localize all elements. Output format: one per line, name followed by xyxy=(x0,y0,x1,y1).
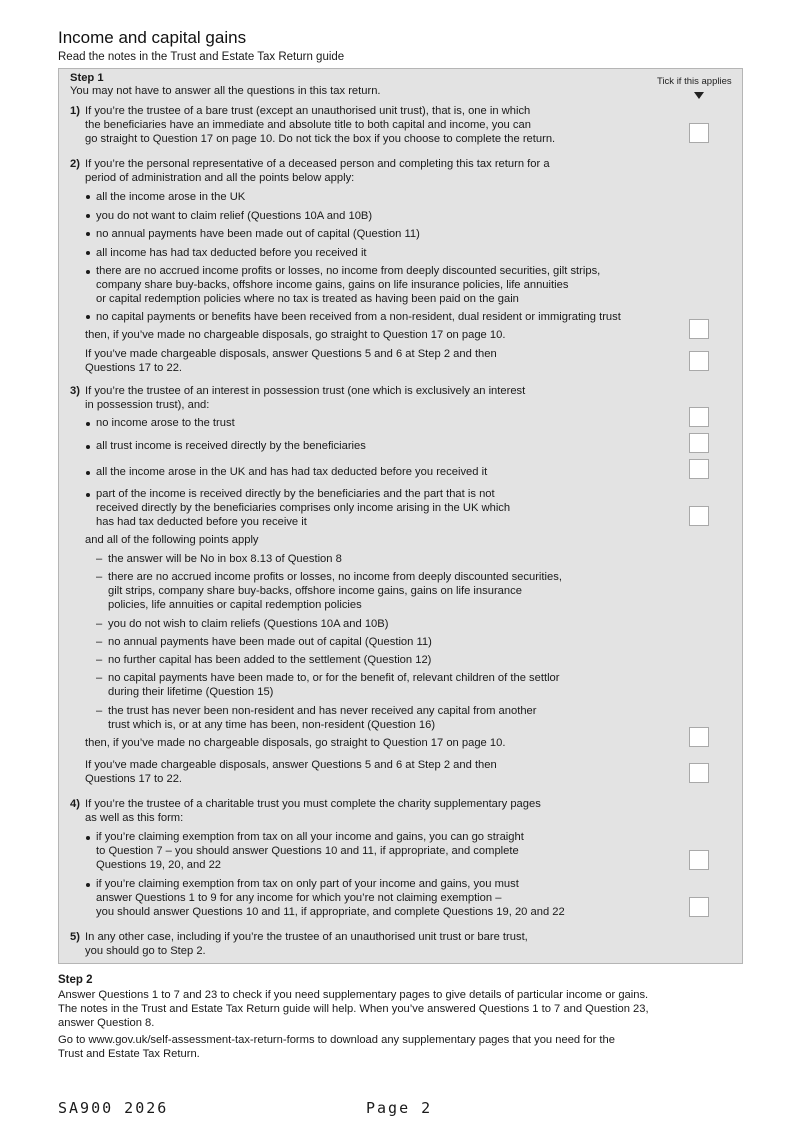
dash-icon: – xyxy=(96,654,103,666)
bullet-icon xyxy=(86,270,90,274)
q2-bullet-text: or capital redemption policies where no tax is treated as having been paid on the gain xyxy=(96,293,519,305)
q1-line: go straight to Question 17 on page 10. Do not tick the box if you choose to complete the return. xyxy=(85,133,556,145)
q3-dash-text: the trust has never been non-resident and has never received any capital from another xyxy=(108,705,537,717)
q3-bullet-text: part of the income is received directly by the beneficiaries and the part that is not xyxy=(96,488,495,500)
q4-number: 4) xyxy=(70,798,80,810)
q2-if-text: If you’ve made chargeable disposals, answer Questions 5 and 6 at Step 2 and then xyxy=(85,348,497,360)
tick-column-header: Tick if this applies xyxy=(657,76,732,87)
q4-bullet-text: Questions 19, 20, and 22 xyxy=(96,859,222,871)
q4-bullet-text: to Question 7 – you should answer Questions 10 and 11, if appropriate, and complete xyxy=(96,845,519,857)
q3-bullet-text: received directly by the beneficiaries comprises only income arising in the UK which xyxy=(96,502,511,514)
bullet-icon xyxy=(86,836,90,840)
q3-number: 3) xyxy=(70,385,80,397)
q4-line: If you’re the trustee of a charitable trust you must complete the charity supplementary pages xyxy=(85,798,541,810)
page-number: Page 2 xyxy=(366,1099,433,1117)
bullet-icon xyxy=(86,214,90,218)
q2-bullet-text: all the income arose in the UK xyxy=(96,191,246,203)
dash-icon: – xyxy=(96,571,103,583)
step2-paragraph-line: The notes in the Trust and Estate Tax Return guide will help. When you’ve answered Questions 1 to 7 and Question 23, xyxy=(58,1003,649,1015)
q3-direct-income-checkbox[interactable] xyxy=(689,433,709,453)
q3-disposals-checkbox[interactable] xyxy=(689,763,709,783)
q1-line: the beneficiaries have an immediate and absolute title to both capital and income, you can xyxy=(85,119,531,131)
q3-line: If you’re the trustee of an interest in possession trust (one which is exclusively an interest xyxy=(85,385,526,397)
page-title: Income and capital gains xyxy=(58,28,247,47)
q2-then-text: then, if you’ve made no chargeable disposals, go straight to Question 17 on page 10. xyxy=(85,329,506,341)
q2-no-disposals-checkbox[interactable] xyxy=(689,319,709,339)
q3-dash-text: the answer will be No in box 8.13 of Question 8 xyxy=(108,553,342,565)
bullet-icon xyxy=(86,883,90,887)
dash-icon: – xyxy=(96,705,103,717)
step2-paragraph-line: Answer Questions 1 to 7 and 23 to check if you need supplementary pages to give details of particular income or gains. xyxy=(58,989,649,1001)
q3-dash-text: there are no accrued income profits or losses, no income from deeply discounted securities, xyxy=(108,571,562,583)
q4-line: as well as this form: xyxy=(85,812,184,824)
q2-if-text: Questions 17 to 22. xyxy=(85,362,183,374)
q2-bullet-text: company share buy-backs, offshore income gains, gains on life insurance policies, life annuities xyxy=(96,279,569,291)
q3-no-disposals-checkbox[interactable] xyxy=(689,727,709,747)
bullet-icon xyxy=(86,232,90,236)
step2-paragraph-line: Go to www.gov.uk/self-assessment-tax-return-forms to download any supplementary pages that you need for the xyxy=(58,1034,615,1046)
q3-line: in possession trust), and: xyxy=(85,399,210,411)
q4-bullet-text: you should answer Questions 10 and 11, if appropriate, and complete Questions 19, 20 and 22 xyxy=(96,906,565,918)
bullet-icon xyxy=(86,471,90,475)
q1-line: If you’re the trustee of a bare trust (except an unauthorised unit trust), that is, one in which xyxy=(85,105,531,117)
bullet-icon xyxy=(86,493,90,497)
q4-bullet-text: if you’re claiming exemption from tax on only part of your income and gains, you must xyxy=(96,878,519,890)
q2-bullet-text: no capital payments or benefits have been received from a non-resident, dual resident or immigrating trust xyxy=(96,311,621,323)
dash-icon: – xyxy=(96,553,103,565)
dash-icon: – xyxy=(96,618,103,630)
q1-bare-trust-checkbox[interactable] xyxy=(689,123,709,143)
q4-bullet-text: if you’re claiming exemption from tax on all your income and gains, you can go straight xyxy=(96,831,524,843)
q3-and-all-text: and all of the following points apply xyxy=(85,534,259,546)
q5-line: In any other case, including if you’re the trustee of an unauthorised unit trust or bare trust, xyxy=(85,931,528,943)
bullet-icon xyxy=(86,195,90,199)
q5-line: you should go to Step 2. xyxy=(85,945,206,957)
q3-bullet-text: all trust income is received directly by the beneficiaries xyxy=(96,440,366,452)
q3-part-income-checkbox[interactable] xyxy=(689,506,709,526)
q3-then-text: then, if you’ve made no chargeable disposals, go straight to Question 17 on page 10. xyxy=(85,737,506,749)
step1-intro: You may not have to answer all the questions in this tax return. xyxy=(70,85,381,97)
q2-line: If you’re the personal representative of a deceased person and completing this tax return for a xyxy=(85,158,550,170)
q3-dash-text: trust which is, or at any time has been, non-resident (Question 16) xyxy=(108,719,436,731)
q3-if-text: Questions 17 to 22. xyxy=(85,773,183,785)
q3-dash-text: no annual payments have been made out of capital (Question 11) xyxy=(108,636,432,648)
q2-bullet-text: no annual payments have been made out of capital (Question 11) xyxy=(96,228,420,240)
bullet-icon xyxy=(86,251,90,255)
q4-part-exemption-checkbox[interactable] xyxy=(689,897,709,917)
page-subtitle: Read the notes in the Trust and Estate Tax Return guide xyxy=(58,51,345,63)
q2-bullet-text: all income has had tax deducted before you received it xyxy=(96,247,367,259)
q3-bullet-text: no income arose to the trust xyxy=(96,417,235,429)
q3-uk-income-checkbox[interactable] xyxy=(689,459,709,479)
down-arrow-icon xyxy=(694,92,704,99)
q3-dash-text: no capital payments have been made to, or for the benefit of, relevant children of the settlor xyxy=(108,672,560,684)
q2-disposals-checkbox[interactable] xyxy=(689,351,709,371)
q5-number: 5) xyxy=(70,931,80,943)
q3-bullet-text: all the income arose in the UK and has had tax deducted before you received it xyxy=(96,466,488,478)
q2-line: period of administration and all the points below apply: xyxy=(85,172,355,184)
step1-title: Step 1 xyxy=(70,72,104,84)
q3-no-income-checkbox[interactable] xyxy=(689,407,709,427)
bullet-icon xyxy=(86,445,90,449)
bullet-icon xyxy=(86,315,90,319)
q3-bullet-text: has had tax deducted before you receive it xyxy=(96,516,307,528)
step2-paragraph-line: Trust and Estate Tax Return. xyxy=(58,1048,200,1060)
bullet-icon xyxy=(86,422,90,426)
dash-icon: – xyxy=(96,672,103,684)
q2-bullet-text: there are no accrued income profits or losses, no income from deeply discounted securities, gilt strips, xyxy=(96,265,601,277)
q3-dash-text: you do not wish to claim reliefs (Questions 10A and 10B) xyxy=(108,618,389,630)
q3-dash-text: gilt strips, company share buy-backs, offshore income gains, gains on life insurance xyxy=(108,585,522,597)
dash-icon: – xyxy=(96,636,103,648)
form-code: SA900 2026 xyxy=(58,1099,169,1117)
step2-paragraph-line: answer Question 8. xyxy=(58,1017,155,1029)
q4-bullet-text: answer Questions 1 to 9 for any income for which you’re not claiming exemption – xyxy=(96,892,502,904)
q3-dash-text: no further capital has been added to the settlement (Question 12) xyxy=(108,654,432,666)
q1-number: 1) xyxy=(70,105,80,117)
q2-bullet-text: you do not want to claim relief (Questions 10A and 10B) xyxy=(96,210,373,222)
q3-if-text: If you’ve made chargeable disposals, answer Questions 5 and 6 at Step 2 and then xyxy=(85,759,497,771)
step2-title: Step 2 xyxy=(58,974,93,986)
q3-dash-text: during their lifetime (Question 15) xyxy=(108,686,274,698)
q3-dash-text: policies, life annuities or capital redemption policies xyxy=(108,599,362,611)
q2-number: 2) xyxy=(70,158,80,170)
q4-full-exemption-checkbox[interactable] xyxy=(689,850,709,870)
